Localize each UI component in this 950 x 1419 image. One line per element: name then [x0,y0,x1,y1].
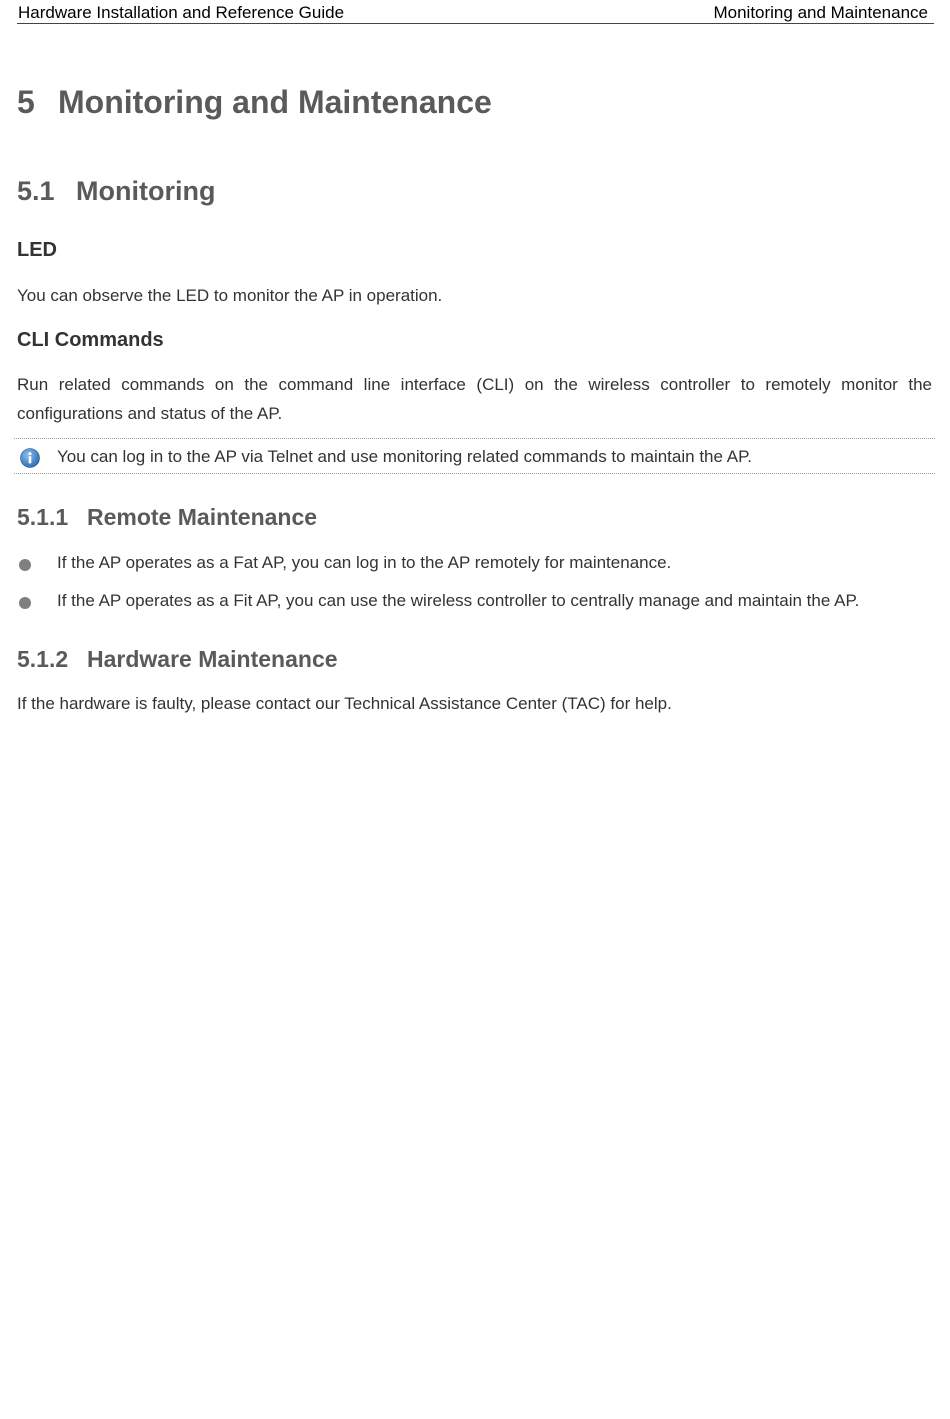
list-item-text: If the AP operates as a Fit AP, you can use the wireless controller to centrally manage and maintain the AP. [57,591,860,610]
bullet-icon [19,559,31,571]
section-number: 5.1.2 [17,646,69,672]
header-document-title: Hardware Installation and Reference Guide [18,3,345,22]
chapter-title: Monitoring and Maintenance [58,84,492,120]
section-number: 5.1.1 [17,504,69,530]
section-heading-5-1-2 [17,646,338,673]
section-heading-5-1-1 [17,504,317,531]
section-number: 5.1 [17,176,55,206]
list-item-text: If the AP operates as a Fat AP, you can log in to the AP remotely for maintenance. [57,553,672,572]
header-chapter-title: Monitoring and Maintenance [713,3,928,22]
cli-paragraph: Run related commands on the command line interface (CLI) on the wireless controller to remotely monitor the configurations and status of the AP. [17,375,932,423]
chapter-heading [17,84,492,121]
chapter-number: 5 [17,84,35,120]
section-title: Remote Maintenance [87,504,318,530]
bullet-icon [19,597,31,609]
note-box [14,438,935,474]
section-title: Hardware Maintenance [87,646,338,672]
note-text: You can log in to the AP via Telnet and use monitoring related commands to maintain the AP. [57,447,752,466]
section-heading-5-1 [17,176,215,207]
page-header [17,2,934,24]
hardware-maintenance-paragraph: If the hardware is faulty, please contact our Technical Assistance Center (TAC) for help. [17,694,672,713]
section-title: Monitoring [76,176,216,206]
led-paragraph: You can observe the LED to monitor the AP in operation. [17,286,443,305]
cli-heading: CLI Commands [17,329,164,351]
info-icon [20,448,40,468]
list-item [17,591,932,617]
led-heading: LED [17,239,57,261]
list-item [17,553,932,579]
